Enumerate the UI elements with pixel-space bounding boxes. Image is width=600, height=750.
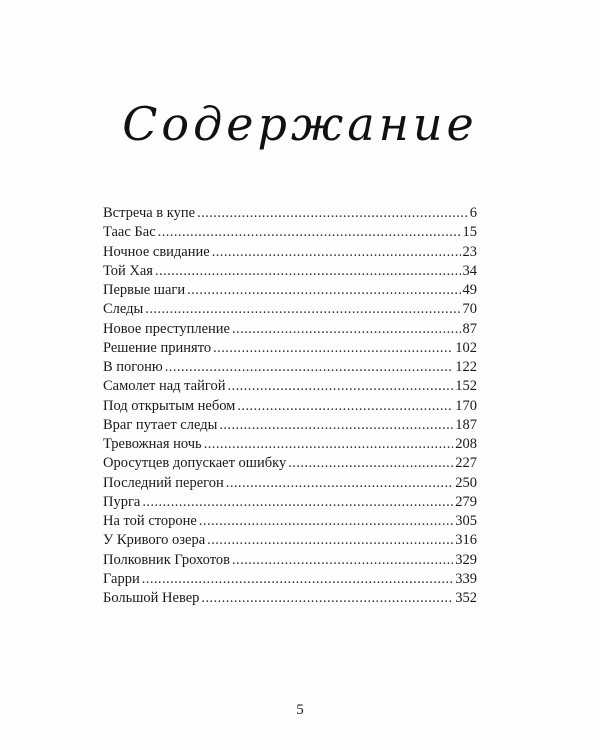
table-of-contents — [103, 204, 477, 608]
toc-entry — [103, 300, 477, 319]
toc-entry — [103, 358, 477, 377]
toc-entry-page: 227 — [455, 455, 477, 472]
toc-entry-title: Большой Невер — [103, 590, 200, 606]
toc-entry-title: Под открытым небом — [103, 397, 236, 414]
page-number: 5 — [296, 702, 304, 718]
toc-entry-page: 305 — [455, 513, 477, 529]
toc-entry — [103, 397, 477, 416]
toc-entry-page: 316 — [455, 532, 477, 549]
toc-entry-page: 122 — [455, 359, 477, 375]
toc-entry — [103, 454, 477, 473]
toc-dot-leader — [219, 416, 453, 435]
toc-entry — [103, 570, 477, 589]
toc-dot-leader — [145, 300, 460, 319]
toc-entry-title: Оросутцев допускает ошибку — [103, 455, 287, 472]
toc-entry-title: Первые шаги — [103, 282, 186, 298]
toc-entry-title: У Кривого озера — [103, 532, 206, 549]
toc-entry-page: 250 — [455, 474, 477, 491]
toc-entry — [103, 377, 477, 396]
toc-dot-leader — [204, 435, 454, 454]
toc-dot-leader — [232, 551, 453, 570]
toc-entry-page: 187 — [455, 416, 477, 433]
toc-entry-page: 6 — [469, 205, 477, 221]
toc-entry — [103, 551, 477, 570]
toc-dot-leader — [201, 589, 453, 608]
toc-entry — [103, 339, 477, 358]
toc-dot-leader — [197, 204, 468, 223]
toc-dot-leader — [232, 320, 461, 339]
toc-dot-leader — [142, 493, 453, 512]
toc-entry — [103, 243, 477, 262]
toc-entry — [103, 262, 477, 281]
toc-dot-leader — [213, 339, 453, 358]
toc-entry — [103, 204, 477, 223]
toc-entry-page: 70 — [462, 301, 477, 318]
toc-entry — [103, 512, 477, 531]
toc-entry-page: 87 — [462, 320, 477, 337]
toc-entry-page: 23 — [462, 243, 477, 260]
toc-entry-page: 34 — [462, 262, 477, 279]
toc-entry-title: Той Хая — [103, 262, 153, 279]
toc-entry-page: 329 — [455, 551, 477, 568]
toc-entry-title: Враг путает следы — [103, 416, 218, 433]
toc-entry-page: 208 — [455, 436, 477, 452]
toc-entry-page: 339 — [455, 570, 477, 587]
toc-entry-title: Решение принято — [103, 339, 212, 356]
toc-entry — [103, 320, 477, 339]
toc-entry-title: Гарри — [103, 570, 140, 587]
toc-dot-leader — [212, 243, 461, 262]
toc-dot-leader — [158, 223, 461, 242]
page-title: Содержание — [122, 97, 478, 151]
toc-entry — [103, 281, 477, 300]
toc-entry-title: Тревожная ночь — [103, 436, 202, 452]
toc-dot-leader — [165, 358, 454, 377]
toc-entry-page: 279 — [455, 493, 477, 510]
toc-entry-page: 152 — [455, 378, 477, 395]
toc-dot-leader — [237, 397, 453, 416]
toc-dot-leader — [227, 377, 453, 396]
toc-entry — [103, 223, 477, 242]
toc-entry-title: Полковник Грохотов — [103, 551, 230, 568]
toc-entry — [103, 474, 477, 493]
toc-dot-leader — [187, 281, 460, 300]
toc-entry-title: Новое преступление — [103, 320, 230, 337]
toc-entry-title: Таас Бас — [103, 224, 156, 241]
toc-entry — [103, 589, 477, 608]
toc-entry-title: Следы — [103, 301, 144, 318]
toc-dot-leader — [142, 570, 454, 589]
toc-dot-leader — [199, 512, 453, 531]
toc-entry — [103, 435, 477, 454]
toc-dot-leader — [207, 531, 453, 550]
toc-entry-title: Самолет над тайгой — [103, 378, 226, 395]
toc-dot-leader — [155, 262, 461, 281]
toc-entry — [103, 493, 477, 512]
toc-entry-title: Пурга — [103, 493, 141, 510]
toc-dot-leader — [288, 454, 453, 473]
toc-entry-title: В погоню — [103, 359, 163, 375]
toc-entry — [103, 416, 477, 435]
toc-entry-page: 15 — [462, 224, 477, 241]
toc-entry-title: Ночное свидание — [103, 243, 210, 260]
toc-entry-page: 352 — [455, 590, 477, 606]
toc-entry-page: 102 — [455, 339, 477, 356]
toc-entry-title: Встреча в купе — [103, 205, 196, 221]
toc-entry — [103, 531, 477, 550]
toc-entry-title: На той стороне — [103, 513, 197, 529]
toc-dot-leader — [226, 474, 453, 493]
toc-entry-page: 49 — [462, 282, 477, 298]
toc-entry-title: Последний перегон — [103, 474, 224, 491]
toc-entry-page: 170 — [455, 397, 477, 414]
